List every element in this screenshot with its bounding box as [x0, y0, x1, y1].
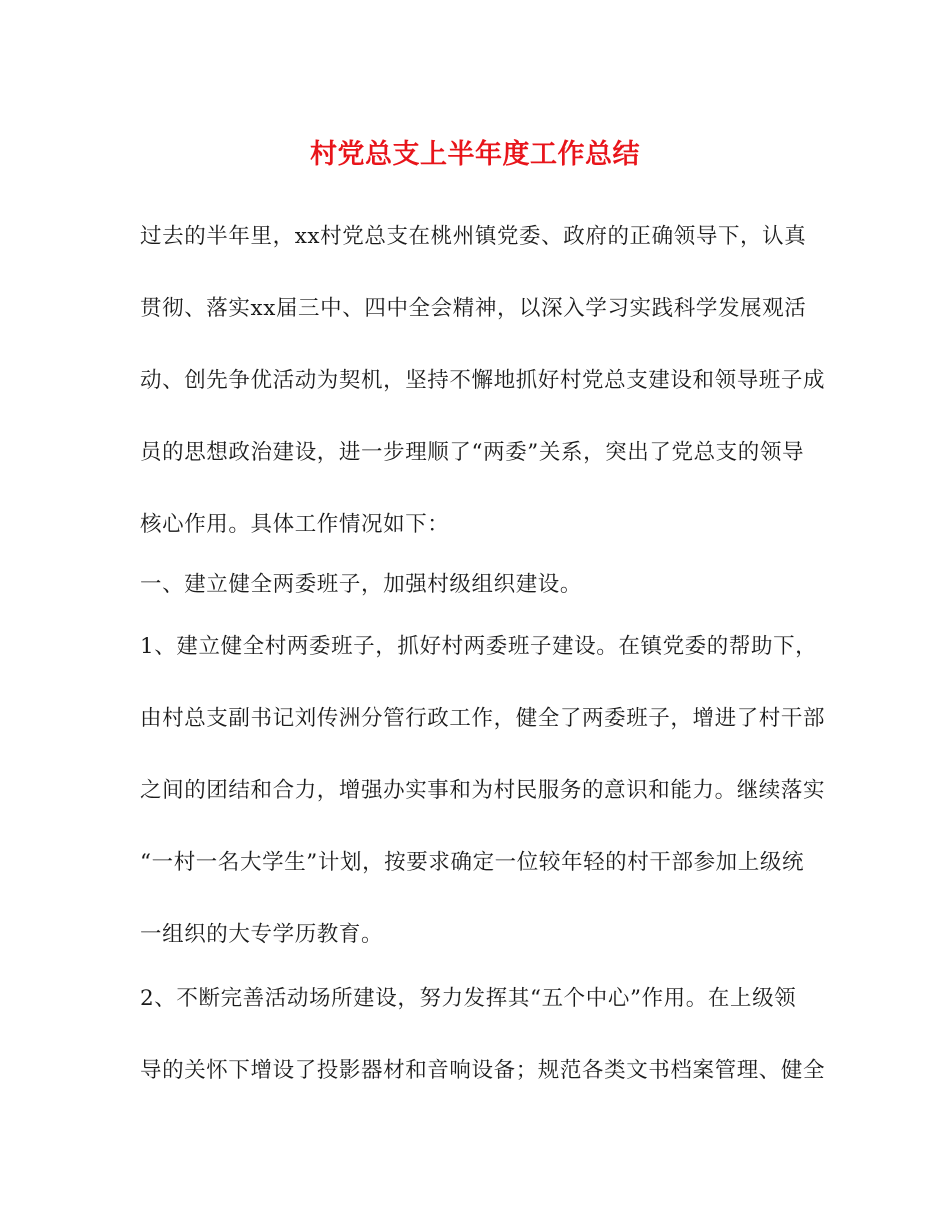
body-line: 员的思想政治建设，进一步理顺了“两委”关系，突出了党总支的领导 — [140, 440, 805, 465]
document-title: 村党总支上半年度工作总结 — [310, 139, 640, 170]
body-line: 动、创先争优活动为契机，坚持不懈地抓好村党总支建设和领导班子成 — [140, 368, 826, 393]
body-line: 贯彻、落实xx届三中、四中全会精神，以深入学习实践科学发展观活 — [140, 296, 807, 321]
body-line: 过去的半年里，xx村党总支在桃州镇党委、政府的正确领导下，认真 — [140, 224, 807, 249]
body-line: 1、建立健全村两委班子，抓好村两委班子建设。在镇党委的帮助下， — [140, 634, 818, 659]
section-heading: 一、建立健全两委班子，加强村级组织建设。 — [140, 572, 583, 597]
body-line: 导的关怀下增设了投影器材和音响设备；规范各类文书档案管理、健全 — [140, 1058, 826, 1083]
body-line: “一村一名大学生”计划，按要求确定一位较年轻的村干部参加上级统 — [140, 850, 805, 875]
body-line: 之间的团结和合力，增强办实事和为村民服务的意识和能力。继续落实 — [140, 778, 826, 803]
body-line: 由村总支副书记刘传洲分管行政工作，健全了两委班子，增进了村干部 — [140, 706, 826, 731]
body-line: 一组织的大专学历教育。 — [140, 922, 384, 947]
body-line: 核心作用。具体工作情况如下： — [140, 512, 450, 537]
body-line: 2、不断完善活动场所建设，努力发挥其“五个中心”作用。在上级领 — [140, 986, 797, 1011]
